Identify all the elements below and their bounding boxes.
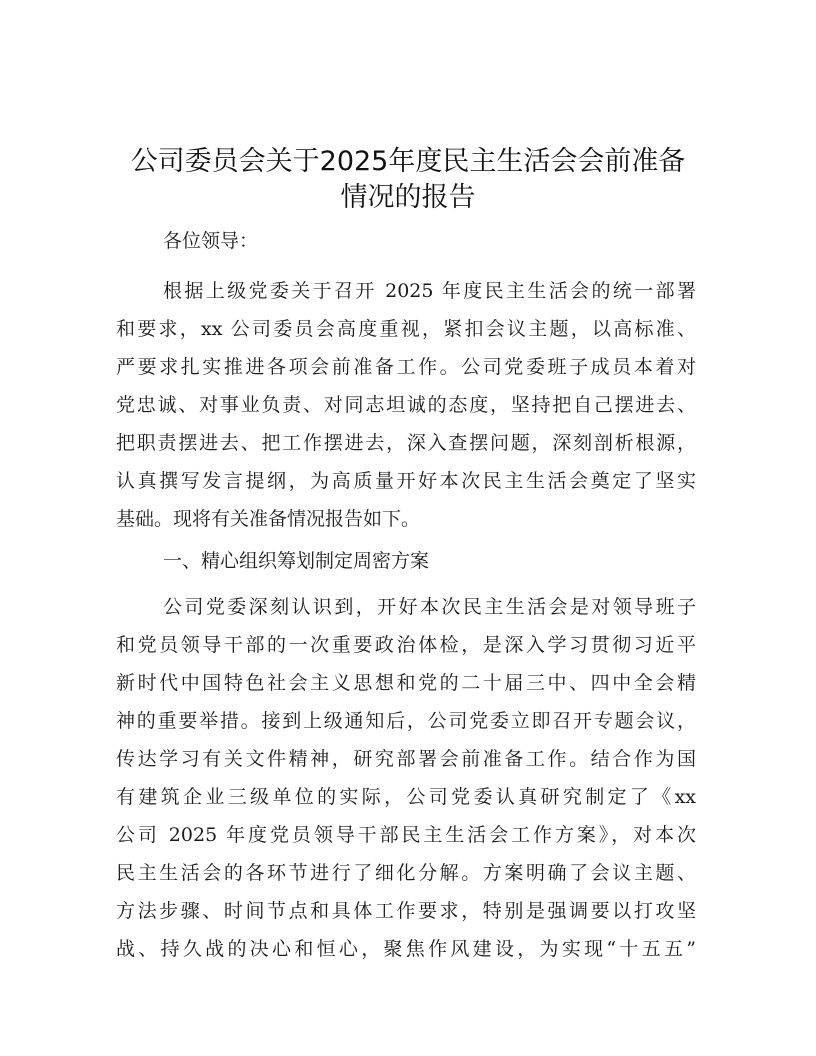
- paragraph-1-line: 基础。现将有关准备情况报告如下。: [116, 508, 421, 530]
- paragraph-2-line: 公司 2025 年度党员领导干部民主生活会工作方案》，对本次: [116, 824, 696, 846]
- paragraph-2-line: 和党员领导干部的一次重要政治体检，是深入学习贯彻习近平: [116, 634, 696, 656]
- paragraph-2-line: 民主生活会的各环节进行了细化分解。方案明确了会议主题、: [116, 862, 696, 884]
- paragraph-1-line: 和要求，xx 公司委员会高度重视，紧扣会议主题，以高标准、: [116, 318, 696, 340]
- paragraph-1-line: 把职责摆进去、把工作摆进去，深入查摆问题，深刻剖析根源，: [116, 432, 696, 454]
- section-1-heading: 一、精心组织筹划制定周密方案: [163, 550, 430, 572]
- paragraph-2-line: 方法步骤、时间节点和具体工作要求，特别是强调要以打攻坚: [116, 900, 696, 922]
- paragraph-2-line: 有建筑企业三级单位的实际，公司党委认真研究制定了《xx: [116, 786, 696, 808]
- paragraph-2-line: 传达学习有关文件精神，研究部署会前准备工作。结合作为国: [116, 748, 696, 770]
- paragraph-1-line: 根据上级党委关于召开 2025 年度民主生活会的统一部署: [163, 280, 696, 302]
- paragraph-2-line: 神的重要举措。接到上级通知后，公司党委立即召开专题会议，: [116, 710, 696, 732]
- document-title-line-1: 公司委员会关于2025年度民主生活会会前准备: [130, 146, 686, 177]
- paragraph-2-line: 战、持久战的决心和恒心，聚焦作风建设，为实现“十五五”: [116, 938, 696, 960]
- paragraph-1-line: 严要求扎实推进各项会前准备工作。公司党委班子成员本着对: [116, 356, 696, 378]
- paragraph-2-line: 新时代中国特色社会主义思想和党的二十届三中、四中全会精: [116, 672, 696, 694]
- document-title-line-2: 情况的报告: [340, 182, 476, 213]
- paragraph-1-line: 认真撰写发言提纲，为高质量开好本次民主生活会奠定了坚实: [116, 470, 696, 492]
- salutation: 各位领导：: [163, 230, 259, 252]
- paragraph-1-line: 党忠诚、对事业负责、对同志坦诚的态度，坚持把自己摆进去、: [116, 394, 696, 416]
- paragraph-2-line: 公司党委深刻认识到，开好本次民主生活会是对领导班子: [163, 596, 696, 618]
